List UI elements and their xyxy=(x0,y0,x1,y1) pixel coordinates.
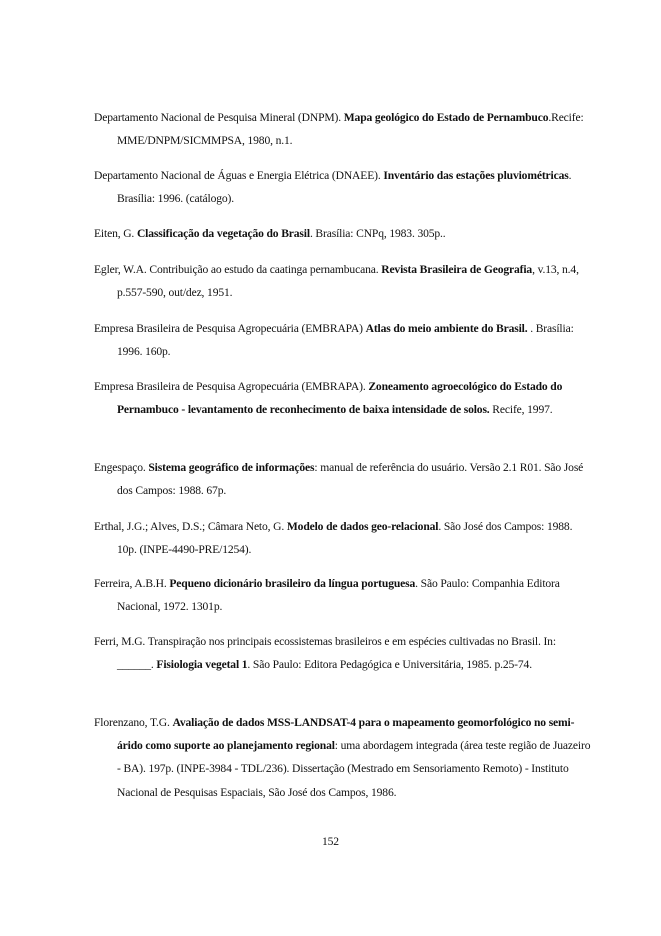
reference-title: Pequeno dicionário brasileiro da língua portuguesa xyxy=(169,577,416,590)
reference-title: Zoneamento agroecológico do Estado do Pernambuco - levantamento de reconhecimento de baixa intensidade de solos. xyxy=(117,380,563,417)
reference-title: Inventário das estações pluviométricas xyxy=(383,169,569,182)
reference-title: Revista Brasileira de Geografia xyxy=(381,263,533,276)
reference-entry xyxy=(94,572,593,618)
reference-entry xyxy=(94,258,593,304)
reference-entry xyxy=(94,317,593,363)
reference-author-text: Ferreira, A.B.H. xyxy=(94,577,170,590)
reference-entry xyxy=(94,222,593,245)
reference-entry xyxy=(94,106,593,152)
reference-title: Fisiologia vegetal 1 xyxy=(156,658,248,672)
reference-author-text: Departamento Nacional de Águas e Energia Elétrica (DNAEE). xyxy=(94,169,384,182)
reference-author-text: Eiten, G. xyxy=(94,227,137,240)
reference-author-text: Egler, W.A. Contribuição ao estudo da caatinga pernambucana. xyxy=(94,263,382,276)
reference-author-text: Ferri, M.G. Transpiração nos principais ecossistemas brasileiros e em espécies cultivadas no Brasil. In: ______. xyxy=(94,635,556,672)
reference-author-text: Engespaço. xyxy=(94,461,149,474)
reference-author-text: Erthal, J.G.; Alves, D.S.; Câmara Neto, G. xyxy=(94,520,287,533)
reference-author-text: Empresa Brasileira de Pesquisa Agropecuária (EMBRAPA). xyxy=(94,380,369,393)
reference-entry xyxy=(94,630,593,676)
reference-title: Sistema geográfico de informações xyxy=(148,461,315,474)
reference-details: .Recife: MME/DNPM/SICMMPSA, 1980, n.1. xyxy=(117,111,584,148)
reference-details: . São Paulo: Editora Pedagógica e Universitária, 1985. p.25-74. xyxy=(247,658,532,672)
reference-details: Recife, 1997. xyxy=(489,403,553,417)
reference-entry xyxy=(94,375,593,421)
reference-details: . Brasília: 1996. 160p. xyxy=(117,322,574,359)
reference-details: : uma abordagem integrada (área teste região de Juazeiro - BA). 197p. (INPE-3984 - TDL/236). Dissertação (Mestrado em Sensoriamento Remoto) - Instituto Nacional de Pesquisas Espaciais, São José dos Campos, 1986. xyxy=(117,739,591,799)
reference-title: Atlas do meio ambiente do Brasil. xyxy=(365,322,528,335)
reference-entry xyxy=(94,711,593,804)
reference-details: . São José dos Campos: 1988. 10p. (INPE-4490-PRE/1254). xyxy=(117,520,573,557)
reference-details: . Brasília: CNPq, 1983. 305p.. xyxy=(309,227,446,240)
reference-author-text: Empresa Brasileira de Pesquisa Agropecuária (EMBRAPA) xyxy=(94,322,366,335)
reference-entry xyxy=(94,515,593,561)
reference-entry xyxy=(94,456,593,502)
reference-author-text: Florenzano, T.G. xyxy=(94,716,173,729)
reference-details: . Brasília: 1996. (catálogo). xyxy=(117,169,572,206)
reference-title: Modelo de dados geo-relacional xyxy=(286,520,439,533)
reference-title: Mapa geológico do Estado de Pernambuco xyxy=(343,111,549,124)
reference-details: , v.13, n.4, p.557-590, out/dez, 1951. xyxy=(117,263,579,300)
reference-entry xyxy=(94,164,593,210)
reference-title: Avaliação de dados MSS-LANDSAT-4 para o mapeamento geomorfológico no semi-árido como suporte ao planejamento regional xyxy=(117,716,575,753)
page-number: 152 xyxy=(322,835,339,848)
reference-title: Classificação da vegetação do Brasil xyxy=(136,227,310,240)
reference-details: . São Paulo: Companhia Editora Nacional, 1972. 1301p. xyxy=(117,577,560,614)
reference-details: : manual de referência do usuário. Versão 2.1 R01. São José dos Campos: 1988. 67p. xyxy=(117,461,584,498)
reference-author-text: Departamento Nacional de Pesquisa Mineral (DNPM). xyxy=(94,111,344,124)
